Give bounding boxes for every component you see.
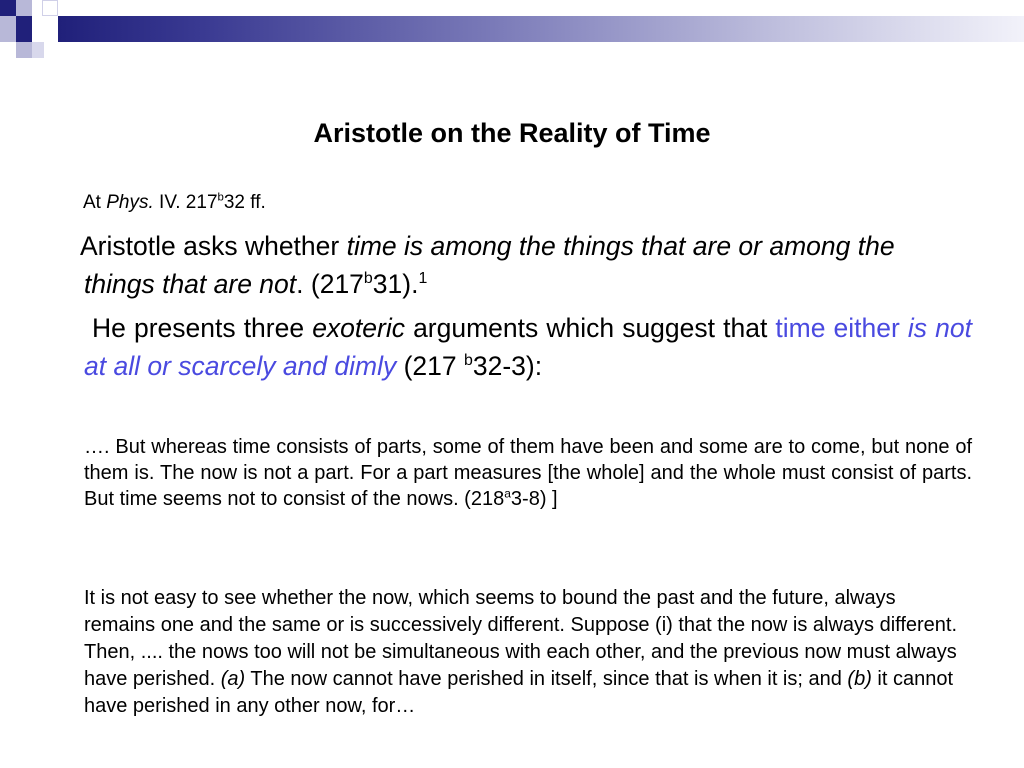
header-decoration [0,0,1024,64]
square-white-top [42,0,58,16]
highlight-italic-text: is not at all or scarcely and dimly [84,313,972,381]
arguments-paragraph: He presents three exoteric arguments which suggest that time either is not at all or scarcely and dimly (217 $^b$32-3): [84,313,972,381]
quote-parts-paragraph: …. But whereas time consists of parts, some of them have been and some are to come, but none of them is. The now is not a part. For a part measures [the whole] and the whole must consist of parts. But time seems not to consist of the nows. (218$^a$3-8) ] [84,436,972,510]
highlight-text: time either [775,313,908,343]
slide-title: Aristotle on the Reality of Time [313,118,711,148]
gradient-band [58,16,1024,42]
square-light-bottom-right [32,42,44,58]
square-light-bottom [16,42,32,58]
quote-now-paragraph: It is not easy to see whether the now, which seems to bound the past and the future, always remains one and the same or is successively different. Suppose (i) that the now is always different. Then, .... the nows too will not be simultaneous with each other, and the previous now must always have perished. (a) The now cannot have perished in itself, since that is when it is; and (b) it cannot have perished in any other now, for… [84,587,958,717]
reference-line: At Phys. IV. 217$^b$32 ff. [83,191,266,213]
square-dark-mid [16,16,32,42]
question-paragraph: Aristotle asks whether time is among the things that are or among the things that are not. (217$^b$31).$^1$ [80,231,895,299]
square-light-top [16,0,32,16]
square-dark-top-left [0,0,16,16]
square-white-mid [32,16,58,42]
square-light-left [0,16,16,42]
